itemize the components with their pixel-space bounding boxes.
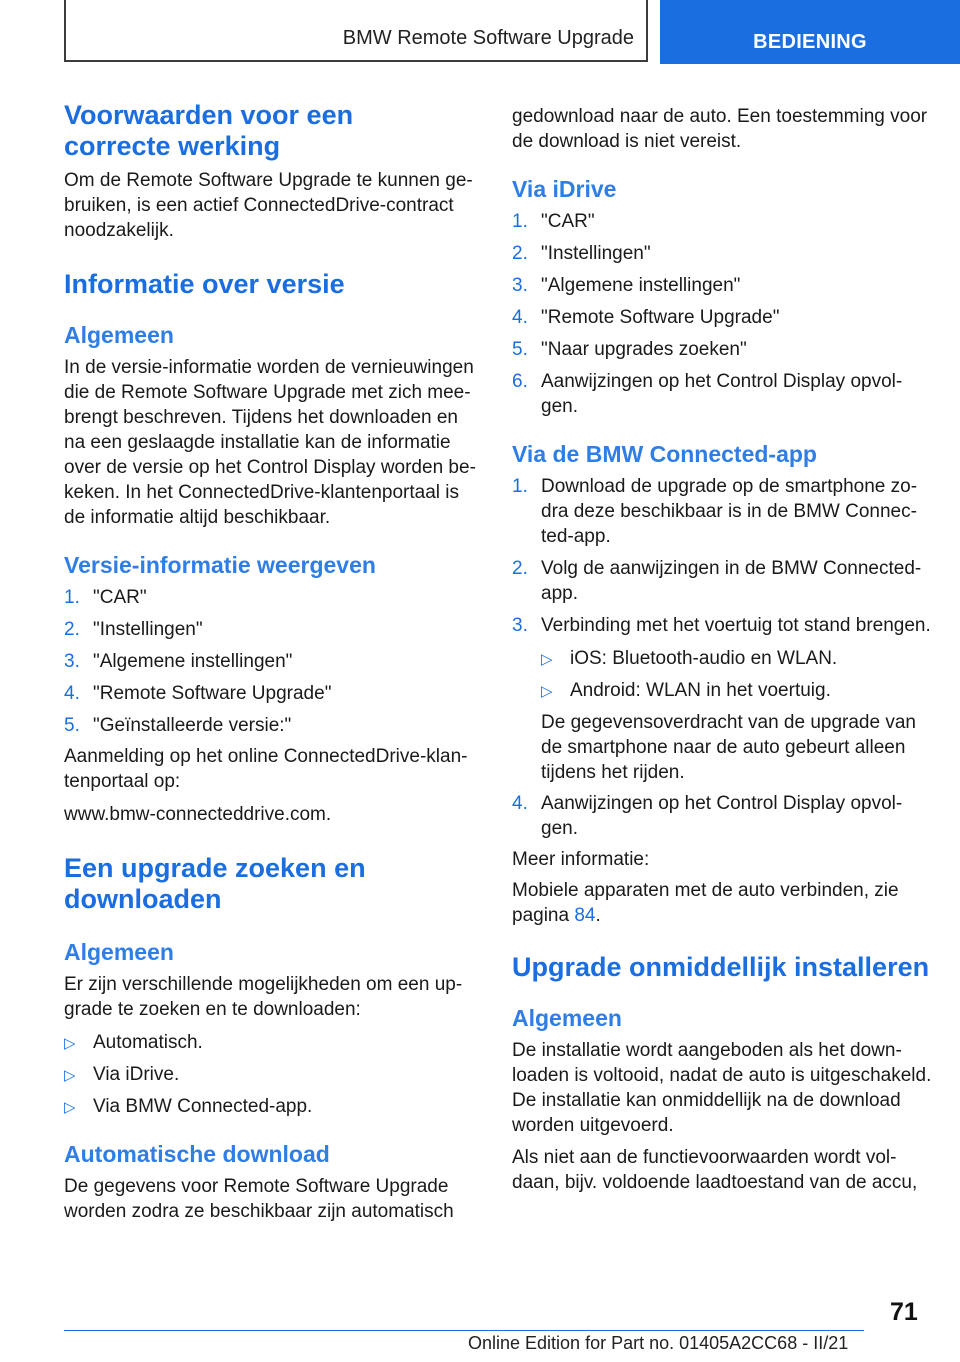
list-item: 1. "CAR"	[64, 587, 147, 608]
list-item: ▷ Via iDrive.	[64, 1062, 484, 1087]
heading-automatische-download: Automatische download	[64, 1141, 330, 1167]
heading-algemeen-1: Algemeen	[64, 322, 174, 348]
list-item: ▷ iOS: Bluetooth-audio en WLAN.	[541, 646, 932, 671]
para-algemeen-1: In de versie-informatie worden de vernieuwingen die de Remote Software Upgrade met zich meebrengt beschreven. Tijdens het downloaden en na een geslaagde installatie kan de informatie over de versie op het Control Display worden bekeken. In het ConnectedDrive-klantenportaal is de informatie altijd beschikbaar.	[64, 357, 476, 528]
heading-via-connected-app: Via de BMW Connected-app	[512, 441, 817, 467]
heading-onmiddellijk: Upgrade onmiddellijk installeren	[512, 952, 930, 982]
list-item: 2. "Instellingen"	[64, 619, 203, 640]
heading-algemeen-2: Algemeen	[64, 939, 174, 965]
footer-edition: Online Edition for Part no. 01405A2CC68 - II/21	[468, 1333, 849, 1353]
versie-steps-list	[64, 585, 484, 738]
list-item: ▷ Android: WLAN in het voertuig.	[541, 678, 932, 703]
heading-voorwaarden: Voorwaarden voor een correcte werking	[64, 100, 354, 161]
triangle-bullet-icon: ▷	[64, 1099, 76, 1116]
list-item: 3. Verbinding met het voertuig tot stand brengen.	[512, 615, 931, 636]
para-aanmelding: Aanmelding op het online ConnectedDrive-klantenportaal op:	[64, 746, 468, 792]
list-item: 1. "CAR"	[512, 211, 595, 232]
app-step-3-details	[512, 646, 932, 785]
para-installatie: De installatie wordt aangeboden als het downloaden is voltooid, nadat de auto is uitgeschakeld. De installatie kan onmiddellijk na de download worden uitgevoerd.	[512, 1040, 932, 1136]
list-item: 4. "Remote Software Upgrade"	[64, 683, 332, 704]
para-continued: gedownload naar de auto. Een toestemming voor de download is niet vereist.	[512, 106, 928, 152]
footer-divider	[64, 1330, 864, 1331]
list-item: 5. "Naar upgrades zoeken"	[512, 339, 747, 360]
para-url: www.bmw-connecteddrive.com.	[64, 804, 332, 825]
list-item: ▷ Via BMW Connected-app.	[64, 1094, 484, 1119]
chapter-tab	[660, 0, 960, 64]
list-item: 3. "Algemene instellingen"	[512, 275, 741, 296]
para-voorwaarden: Om de Remote Software Upgrade te kunnen gebruiken, is een actief ConnectedDrive-contract noodzakelijk.	[64, 170, 473, 241]
heading-informatie: Informatie over versie	[64, 269, 345, 299]
para-algemeen-2: Er zijn verschillende mogelijkheden om een upgrade te zoeken en te downloaden:	[64, 974, 463, 1020]
list-item: 4. Aanwijzingen op het Control Display opvolgen.	[512, 793, 903, 839]
triangle-bullet-icon: ▷	[64, 1067, 76, 1084]
list-item: 4. "Remote Software Upgrade"	[512, 307, 780, 328]
list-item: 2. "Instellingen"	[512, 243, 651, 264]
triangle-bullet-icon: ▷	[541, 651, 553, 668]
list-item: 5. "Geïnstalleerde versie:"	[64, 715, 292, 736]
para-als-niet: Als niet aan de functievoorwaarden wordt voldaan, bijv. voldoende laadtoestand van de accu,	[512, 1147, 918, 1193]
app-sub-bullets	[541, 646, 932, 703]
page-link[interactable]: 84	[574, 905, 596, 926]
para-gegevensoverdracht: De gegevensoverdracht van de upgrade van de smartphone naar de auto gebeurt alleen tijdens het rijden.	[541, 712, 916, 783]
list-item: 1. Download de upgrade op de smartphone zodra deze beschikbaar is in de BMW Connected-app.	[512, 476, 918, 547]
app-steps-list	[512, 474, 932, 638]
app-steps-list-cont	[512, 791, 932, 841]
para-automatisch: De gegevens voor Remote Software Upgrade worden zodra ze beschikbaar zijn automatisch	[64, 1176, 454, 1222]
right-column	[512, 100, 932, 1195]
section-title: BMW Remote Software Upgrade	[342, 27, 634, 49]
header-section-title-box	[64, 0, 648, 62]
heading-upgrade-zoeken: Een upgrade zoeken en downloaden	[64, 853, 366, 914]
triangle-bullet-icon: ▷	[541, 683, 553, 700]
list-item: 3. "Algemene instellingen"	[64, 651, 293, 672]
page-number: 71	[890, 1298, 918, 1326]
heading-versie-informatie: Versie-informatie weergeven	[64, 552, 376, 578]
heading-algemeen-3: Algemeen	[512, 1005, 622, 1031]
upgrade-options-list	[64, 1030, 484, 1119]
para-mobiele: Mobiele apparaten met de auto verbinden, zie pagina 84.	[512, 880, 899, 926]
left-column	[64, 100, 484, 1224]
chapter-label: BEDIENING	[753, 31, 867, 53]
list-item: 6. Aanwijzingen op het Control Display opvolgen.	[512, 371, 903, 417]
triangle-bullet-icon: ▷	[64, 1035, 76, 1052]
para-meer-informatie: Meer informatie:	[512, 849, 650, 870]
idrive-steps-list	[512, 209, 932, 419]
heading-via-idrive: Via iDrive	[512, 176, 617, 202]
list-item: ▷ Automatisch.	[64, 1030, 484, 1055]
list-item: 2. Volg de aanwijzingen in de BMW Connected-app.	[512, 558, 922, 604]
